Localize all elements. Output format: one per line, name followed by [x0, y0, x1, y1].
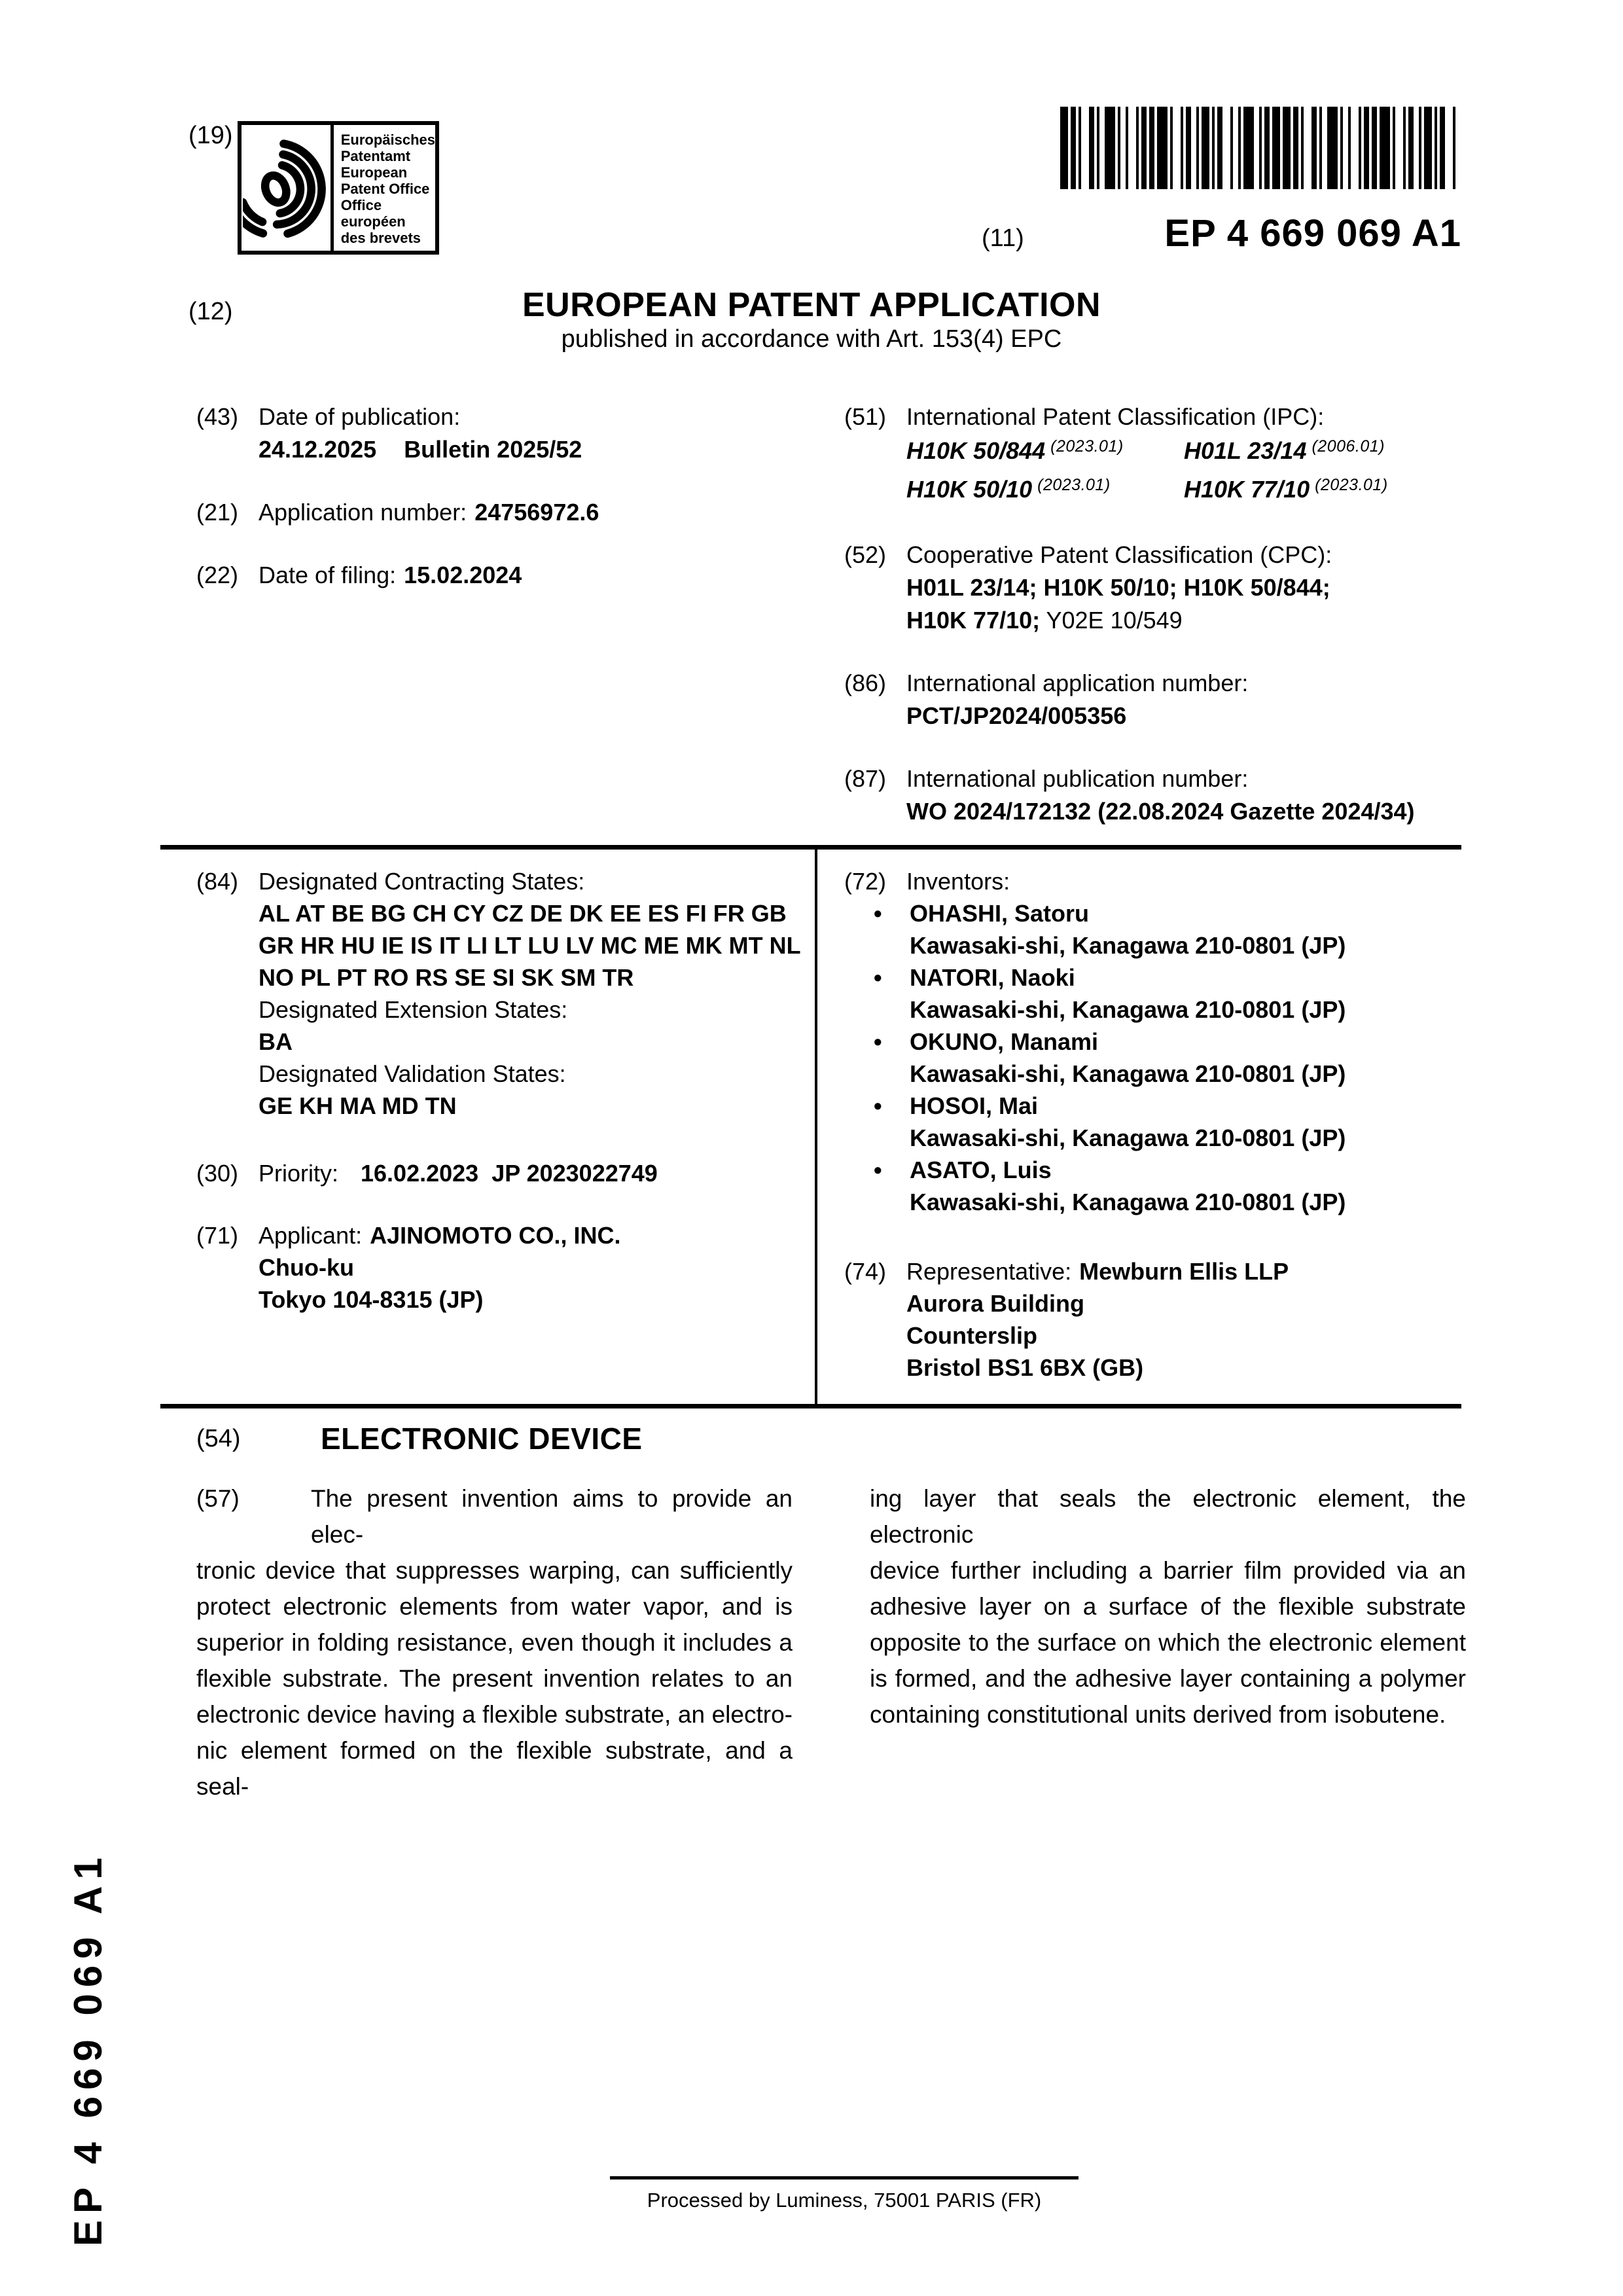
- document-kind: [0, 287, 1623, 355]
- ipc-code: H01L 23/14: [1184, 437, 1307, 464]
- applicant-name: AJINOMOTO CO., INC.: [370, 1222, 621, 1249]
- epo-name-english: European Patent Office: [340, 164, 430, 197]
- representative-address-line: Counterslip: [906, 1322, 1038, 1349]
- ipc-code: H10K 77/10: [1184, 476, 1310, 503]
- abstract-line: opposite to the surface on which the electronic element: [870, 1629, 1466, 1656]
- applicant-line: [259, 1219, 805, 1251]
- abstract-line: nic element formed on the flexible substrate, and a seal-: [196, 1737, 793, 1800]
- publication-date-item: [196, 401, 844, 466]
- footer-rule: [610, 2176, 1079, 2179]
- international-publication-number: WO 2024/172132 (22.08.2024 Gazette 2024/34): [906, 798, 1415, 825]
- ref-86-label: (86): [844, 670, 887, 696]
- extension-states-value: BA: [259, 1028, 293, 1055]
- horizontal-rule-bottom: [160, 1404, 1461, 1408]
- epo-logo-icon: [243, 128, 329, 247]
- cpc-title: Cooperative Patent Classification (CPC):: [906, 541, 1332, 568]
- bullet-icon: •: [874, 900, 882, 927]
- barcode: [1060, 107, 1461, 189]
- abstract-line: adhesive layer on a surface of the flexible substrate: [870, 1593, 1466, 1620]
- priority-title: Priority:: [259, 1160, 339, 1187]
- bulletin-number: Bulletin 2025/52: [404, 436, 582, 463]
- priority-item: [196, 1157, 805, 1189]
- document-kind-subtitle: published in accordance with Art. 153(4) EPC: [561, 325, 1062, 353]
- extension-states-title: Designated Extension States:: [259, 996, 568, 1023]
- ipc-version: (2023.01): [1315, 476, 1388, 494]
- ipc-entries: [906, 435, 1461, 509]
- inventor-row: [874, 1154, 1461, 1218]
- international-application-number: PCT/JP2024/005356: [906, 702, 1127, 729]
- ref-52-label: (52): [844, 541, 887, 568]
- ipc-version: (2023.01): [1037, 476, 1111, 494]
- abstract-column-2: [870, 1480, 1466, 1804]
- designated-states-item: [196, 865, 805, 1122]
- inventor-name: OHASHI, Satoru: [910, 900, 1090, 927]
- cpc-codes-line2: [906, 604, 1461, 637]
- abstract-line: The present invention aims to provide an elec-: [311, 1485, 793, 1548]
- filing-date-item: [196, 559, 844, 592]
- inventor-row: [874, 961, 1461, 1026]
- international-application-item: [844, 667, 1461, 732]
- ref-11-label: (11): [982, 224, 1024, 252]
- ipc-item: [844, 401, 1461, 509]
- priority-value: 16.02.2023 JP 2023022749: [361, 1160, 658, 1187]
- inventor-row: [874, 1026, 1461, 1090]
- epo-office-names: [334, 125, 435, 251]
- inventor-name: HOSOI, Mai: [910, 1092, 1039, 1119]
- contracting-states-line: AL AT BE BG CH CY CZ DE DK EE ES FI FR GB: [259, 900, 787, 927]
- biblio-left-column: [196, 401, 844, 828]
- contracting-states-title: Designated Contracting States:: [259, 868, 585, 895]
- international-application-title: International application number:: [906, 670, 1249, 696]
- inventor-name: OKUNO, Manami: [910, 1028, 1099, 1055]
- cpc-item: [844, 539, 1461, 637]
- parties-left-column: [196, 865, 844, 1384]
- inventor-row: [874, 897, 1461, 961]
- ref-51-label: (51): [844, 403, 887, 430]
- cpc-codes-line2-regular: Y02E 10/549: [1046, 607, 1183, 634]
- publication-number: EP 4 669 069 A1: [1164, 212, 1461, 255]
- cpc-codes-line1: H01L 23/14; H10K 50/10; H10K 50/844;: [906, 574, 1330, 601]
- abstract-line: superior in folding resistance, even though it includes a: [196, 1629, 793, 1656]
- representative-address-line: Aurora Building: [906, 1290, 1084, 1317]
- ref-30-label: (30): [196, 1160, 239, 1187]
- ref-19-label: (19): [188, 122, 233, 149]
- epo-logo-box: [238, 121, 439, 255]
- publication-date-title: Date of publication:: [259, 403, 461, 430]
- ipc-code: H10K 50/10: [906, 476, 1033, 503]
- abstract-line: is formed, and the adhesive layer containing a polymer: [870, 1665, 1466, 1692]
- ipc-entry: [1184, 473, 1461, 509]
- bullet-icon: •: [874, 964, 882, 991]
- representative-address-line: Bristol BS1 6BX (GB): [906, 1354, 1144, 1381]
- representative-line: [906, 1255, 1461, 1287]
- publication-number-row: [982, 213, 1461, 255]
- ref-12-label: (12): [188, 298, 233, 325]
- bullet-icon: •: [874, 1092, 882, 1119]
- epo-name-german: Europäisches Patentamt: [340, 132, 435, 164]
- abstract-section: [196, 1480, 1466, 1804]
- inventors-list: [874, 897, 1461, 1218]
- inventor-row: [874, 1090, 1461, 1154]
- ref-87-label: (87): [844, 765, 887, 792]
- abstract-first-row: [196, 1480, 793, 1552]
- inventor-name: ASATO, Luis: [910, 1157, 1052, 1183]
- application-number: 24756972.6: [474, 499, 599, 526]
- inventor-address: Kawasaki-shi, Kanagawa 210-0801 (JP): [910, 932, 1346, 959]
- abstract-line: tronic device that suppresses warping, can sufficiently: [196, 1557, 793, 1584]
- ref-21-label: (21): [196, 499, 239, 526]
- ipc-entry: [906, 435, 1184, 470]
- international-publication-item: [844, 762, 1461, 828]
- biblio-right-column: [844, 401, 1461, 828]
- parties-right-column: [844, 865, 1461, 1384]
- ref-74-label: (74): [844, 1258, 887, 1285]
- international-publication-title: International publication number:: [906, 765, 1249, 792]
- representative-name: Mewburn Ellis LLP: [1079, 1258, 1289, 1285]
- ref-57-label: (57): [196, 1485, 240, 1512]
- inventors-item: [844, 865, 1461, 897]
- ref-22-label: (22): [196, 562, 239, 588]
- ipc-version: (2023.01): [1050, 437, 1124, 456]
- filing-date: 15.02.2024: [404, 562, 522, 588]
- ipc-title: International Patent Classification (IPC):: [906, 403, 1325, 430]
- parties-section: [196, 865, 1461, 1384]
- ref-84-label: (84): [196, 868, 239, 895]
- applicant-address-line: Tokyo 104-8315 (JP): [259, 1286, 484, 1313]
- inventor-name: NATORI, Naoki: [910, 964, 1075, 991]
- abstract-line: ing layer that seals the electronic element, the electronic: [870, 1485, 1466, 1548]
- ref-71-label: (71): [196, 1222, 239, 1249]
- contracting-states-line: NO PL PT RO RS SE SI SK SM TR: [259, 964, 634, 991]
- abstract-line: flexible substrate. The present invention relates to an: [196, 1665, 793, 1692]
- bullet-icon: •: [874, 1028, 882, 1055]
- validation-states-title: Designated Validation States:: [259, 1060, 566, 1087]
- abstract-line: device further including a barrier film provided via an: [870, 1557, 1466, 1584]
- ipc-entry: [906, 473, 1184, 509]
- filing-date-title: Date of filing:: [259, 562, 397, 588]
- ref-72-label: (72): [844, 868, 887, 895]
- inventor-address: Kawasaki-shi, Kanagawa 210-0801 (JP): [910, 1124, 1346, 1151]
- bibliographic-section: [196, 401, 1461, 828]
- epo-logo: [241, 125, 334, 251]
- representative-item: [844, 1255, 1461, 1384]
- ipc-code: H10K 50/844: [906, 437, 1046, 464]
- application-number-title: Application number:: [259, 499, 467, 526]
- ipc-entry: [1184, 435, 1461, 470]
- contracting-states-line: GR HR HU IE IS IT LI LT LU LV MC ME MK MT NL: [259, 932, 801, 959]
- abstract-line: protect electronic elements from water vapor, and is: [196, 1593, 793, 1620]
- epo-name-french: Office européen des brevets: [340, 197, 421, 246]
- applicant-item: [196, 1219, 805, 1316]
- inventor-address: Kawasaki-shi, Kanagawa 210-0801 (JP): [910, 1189, 1346, 1215]
- invention-title-row: [196, 1422, 643, 1456]
- horizontal-rule-top: [160, 845, 1461, 850]
- publication-date: 24.12.2025: [259, 436, 377, 463]
- inventors-title: Inventors:: [906, 868, 1010, 895]
- applicant-address-line: Chuo-ku: [259, 1254, 354, 1281]
- ref-43-label: (43): [196, 403, 239, 430]
- abstract-line: containing constitutional units derived from isobutene.: [870, 1701, 1446, 1728]
- document-kind-title: EUROPEAN PATENT APPLICATION: [522, 286, 1101, 324]
- invention-title: ELECTRONIC DEVICE: [321, 1422, 643, 1456]
- abstract-column-1: [196, 1480, 793, 1804]
- sidebar-publication-number: EP 4 669 069 A1: [66, 1851, 110, 2246]
- bullet-icon: •: [874, 1157, 882, 1183]
- applicant-title: Applicant:: [259, 1222, 363, 1249]
- ref-54-label: (54): [196, 1425, 241, 1452]
- representative-title: Representative:: [906, 1258, 1072, 1285]
- validation-states-value: GE KH MA MD TN: [259, 1092, 457, 1119]
- inventor-address: Kawasaki-shi, Kanagawa 210-0801 (JP): [910, 996, 1346, 1023]
- cpc-codes-line2-bold: H10K 77/10;: [906, 607, 1041, 634]
- inventor-address: Kawasaki-shi, Kanagawa 210-0801 (JP): [910, 1060, 1346, 1087]
- application-number-item: [196, 496, 844, 529]
- footer-text: Processed by Luminess, 75001 PARIS (FR): [647, 2189, 1042, 2212]
- abstract-line: electronic device having a flexible substrate, an electro-: [196, 1701, 793, 1728]
- ipc-version: (2006.01): [1311, 437, 1385, 456]
